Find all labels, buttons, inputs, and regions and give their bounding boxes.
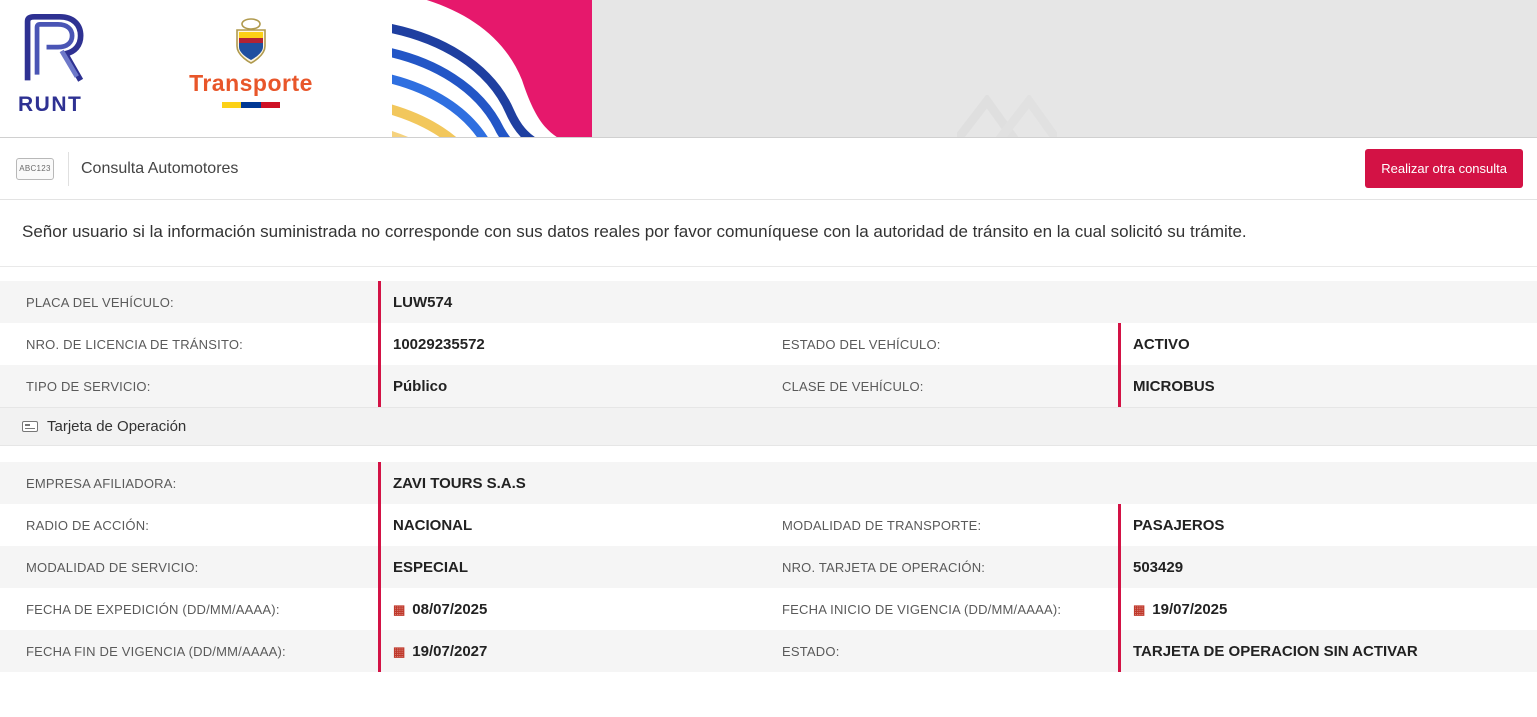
field-value: 19/07/2027 — [412, 642, 488, 660]
operation-card-table — [0, 462, 1537, 672]
field-label: PLACA DEL VEHÍCULO: — [26, 294, 174, 310]
calendar-icon: ▦ — [1133, 601, 1146, 617]
new-query-button[interactable]: Realizar otra consulta — [1365, 149, 1523, 188]
query-toolbar — [0, 138, 1537, 200]
field-label: ESTADO: — [782, 643, 840, 659]
table-row — [0, 281, 1537, 323]
table-row — [0, 365, 1537, 407]
plate-icon: ABC123 — [16, 158, 54, 180]
field-value: NACIONAL — [378, 504, 756, 546]
field-value: Público — [378, 365, 756, 407]
field-label: MODALIDAD DE SERVICIO: — [26, 559, 199, 575]
field-value-with-date — [378, 630, 756, 672]
transporte-wordmark: Transporte — [189, 70, 313, 96]
field-label: FECHA DE EXPEDICIÓN (DD/MM/AAAA): — [26, 601, 280, 617]
field-label: RADIO DE ACCIÓN: — [26, 517, 150, 533]
table-row — [0, 462, 1537, 504]
notice-spacer — [0, 267, 1537, 281]
field-value: 503429 — [1118, 546, 1537, 588]
user-notice-text: Señor usuario si la información suministrada no corresponde con sus datos reales por favor comuníquese con la autoridad de tránsito en la cual solicitó su trámite. — [0, 200, 1537, 267]
section-title: Tarjeta de Operación — [47, 418, 187, 435]
runt-logo — [18, 14, 114, 118]
field-value: MICROBUS — [1118, 365, 1537, 407]
runt-wordmark: RUNT — [18, 93, 83, 116]
table-row — [0, 588, 1537, 630]
page-header-banner — [0, 0, 1537, 138]
field-label: EMPRESA AFILIADORA: — [26, 475, 177, 491]
field-value: PASAJEROS — [1118, 504, 1537, 546]
runt-mark-icon — [18, 14, 94, 86]
field-value: ESPECIAL — [378, 546, 756, 588]
vehicle-info-table — [0, 281, 1537, 407]
field-label: MODALIDAD DE TRANSPORTE: — [782, 517, 982, 533]
watermark-chevron-icon — [957, 95, 1057, 138]
table-row — [0, 630, 1537, 672]
field-value-with-date — [1118, 588, 1537, 630]
field-label: NRO. DE LICENCIA DE TRÁNSITO: — [26, 336, 243, 352]
field-label: TIPO DE SERVICIO: — [26, 378, 151, 394]
field-value: TARJETA DE OPERACION SIN ACTIVAR — [1118, 630, 1537, 672]
field-label: CLASE DE VEHÍCULO: — [782, 378, 924, 394]
field-value: LUW574 — [378, 281, 1537, 323]
section-header-operation-card[interactable] — [0, 407, 1537, 446]
field-label: FECHA INICIO DE VIGENCIA (DD/MM/AAAA): — [782, 601, 1062, 617]
colombia-shield-icon — [229, 18, 273, 68]
calendar-icon: ▦ — [393, 643, 406, 659]
field-value: 19/07/2025 — [1152, 600, 1228, 618]
field-value-with-date — [378, 588, 756, 630]
field-value: ACTIVO — [1118, 323, 1537, 365]
page-title: Consulta Automotores — [68, 152, 238, 186]
gov-wave-graphic — [392, 0, 592, 138]
transporte-logo — [176, 18, 326, 108]
section-spacer — [0, 446, 1537, 462]
table-row — [0, 504, 1537, 546]
field-value: 10029235572 — [378, 323, 756, 365]
field-label: ESTADO DEL VEHÍCULO: — [782, 336, 941, 352]
field-value: ZAVI TOURS S.A.S — [378, 462, 1537, 504]
table-row — [0, 323, 1537, 365]
calendar-icon: ▦ — [393, 601, 406, 617]
field-value: 08/07/2025 — [412, 600, 488, 618]
field-label: NRO. TARJETA DE OPERACIÓN: — [782, 559, 986, 575]
table-row — [0, 546, 1537, 588]
colombia-tricolor-bar — [222, 102, 280, 108]
card-icon — [22, 421, 38, 432]
field-label: FECHA FIN DE VIGENCIA (DD/MM/AAAA): — [26, 643, 286, 659]
